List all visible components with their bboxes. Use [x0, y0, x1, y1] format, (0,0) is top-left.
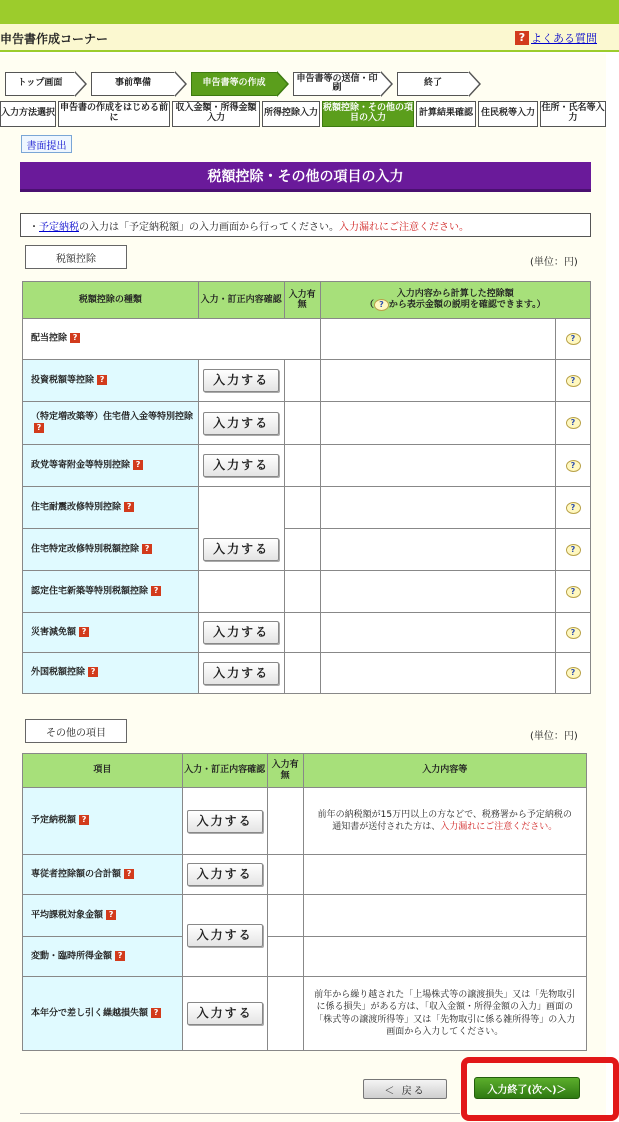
- input-cell: [198, 613, 284, 653]
- input-button[interactable]: 入力する: [187, 863, 263, 886]
- presence-cell: [284, 360, 320, 402]
- row-label-text: 予定納税額: [31, 815, 77, 826]
- input-cell: [182, 977, 267, 1051]
- step-prep: 事前準備: [91, 72, 175, 96]
- page-title: 申告書作成コーナー: [0, 32, 109, 46]
- section-title: 税額控除・その他の項目の入力: [20, 162, 591, 192]
- substep-method: 入力方法選択: [0, 101, 56, 127]
- help-icon[interactable]: ?: [566, 417, 581, 429]
- row-label: [23, 855, 183, 895]
- substep-income: 収入金額・所得金額入力: [172, 101, 260, 127]
- input-button[interactable]: 入力する: [203, 369, 279, 392]
- row-label: [23, 487, 199, 529]
- amount-cell: [320, 571, 555, 613]
- row-label-text: 配当控除: [31, 333, 68, 344]
- content-cell: [303, 895, 586, 937]
- help-cell: [556, 613, 591, 653]
- row-label-text: 住宅耐震改修特別控除: [31, 502, 122, 513]
- presence-cell: [284, 613, 320, 653]
- input-cell: [198, 653, 284, 694]
- table-row: [23, 653, 591, 694]
- substep-deduction: 所得控除入力: [262, 101, 320, 127]
- faq-link[interactable]: [515, 30, 597, 46]
- row-label-text: 投資税額等控除: [31, 375, 95, 386]
- substep-before: 申告書の作成をはじめる前に: [58, 101, 170, 127]
- other-items-unit: (単位：円): [530, 731, 578, 742]
- input-cell: [182, 895, 267, 977]
- row-label-text: 専従者控除額の合計額: [31, 869, 122, 880]
- other-items-label: その他の項目: [25, 719, 127, 743]
- content-cell: [303, 937, 586, 977]
- row-label-text: 認定住宅新築等特別税額控除: [31, 586, 149, 597]
- info-icon[interactable]: ?: [124, 869, 134, 879]
- step-arrow: [469, 71, 481, 97]
- step-top: トップ画面: [5, 72, 75, 96]
- input-cell: [198, 402, 284, 445]
- row-label-text: 変動・臨時所得金額: [31, 951, 113, 962]
- amount-cell: [320, 653, 555, 694]
- help-icon: ?: [374, 299, 389, 311]
- content-cell: [303, 788, 586, 855]
- table-row: [23, 788, 587, 855]
- presence-cell: [267, 788, 303, 855]
- col-header-presence: 入力有無: [284, 282, 320, 319]
- notice-text: の入力は「予定納税額」の入力画面から行ってください。: [79, 221, 339, 233]
- input-cell: [182, 788, 267, 855]
- info-icon[interactable]: ?: [97, 375, 107, 385]
- back-button[interactable]: ＜ 戻る: [363, 1079, 447, 1099]
- table-row: [23, 529, 591, 571]
- help-cell: [556, 571, 591, 613]
- help-icon[interactable]: ?: [566, 667, 581, 679]
- info-icon[interactable]: ?: [70, 333, 80, 343]
- presence-cell: [284, 653, 320, 694]
- amount-cell: [320, 360, 555, 402]
- help-icon[interactable]: ?: [566, 627, 581, 639]
- help-cell: [556, 653, 591, 694]
- help-icon[interactable]: ?: [566, 460, 581, 472]
- info-icon[interactable]: ?: [34, 423, 44, 433]
- input-button[interactable]: 入力する: [203, 538, 279, 561]
- info-icon[interactable]: ?: [151, 1008, 161, 1018]
- input-button[interactable]: 入力する: [203, 412, 279, 435]
- presence-cell: [284, 487, 320, 529]
- content-cell: [303, 855, 586, 895]
- notice-link[interactable]: 予定納税: [39, 221, 79, 233]
- step-arrow: [75, 71, 87, 97]
- row-label: [23, 319, 321, 360]
- help-cell: [556, 402, 591, 445]
- col-header-confirm: 入力・訂正内容確認: [198, 282, 284, 319]
- table-row: [23, 319, 591, 360]
- row-label: [23, 977, 183, 1051]
- divider: [20, 1113, 460, 1114]
- info-icon[interactable]: ?: [142, 544, 152, 554]
- row-label-text: 災害減免額: [31, 627, 77, 638]
- row-label-text: （特定増改築等）住宅借入金等特別控除: [31, 411, 194, 422]
- info-icon[interactable]: ?: [79, 627, 89, 637]
- table-row: [23, 571, 591, 613]
- notice-warning: 入力漏れにご注意ください。: [339, 221, 469, 233]
- header-paren: （: [364, 300, 374, 311]
- col-header-presence: 入力有無: [267, 754, 303, 788]
- step-arrow: [381, 71, 393, 97]
- presence-cell: [267, 895, 303, 937]
- help-icon[interactable]: ?: [566, 502, 581, 514]
- help-cell: [556, 445, 591, 487]
- row-label: [23, 571, 199, 613]
- help-icon[interactable]: ?: [566, 586, 581, 598]
- substep-tax-credit: 税額控除・その他の項目の入力: [322, 101, 414, 127]
- row-label: [23, 895, 183, 937]
- row-label: [23, 613, 199, 653]
- info-icon[interactable]: ?: [88, 667, 98, 677]
- table-row: [23, 937, 587, 977]
- substep-resident-tax: 住民税等入力: [478, 101, 538, 127]
- table-row: [23, 855, 587, 895]
- info-icon[interactable]: ?: [106, 910, 116, 920]
- presence-cell: [267, 977, 303, 1051]
- row-label: [23, 445, 199, 487]
- input-cell: [182, 855, 267, 895]
- notice-box: [20, 213, 591, 237]
- help-icon[interactable]: ?: [566, 375, 581, 387]
- info-icon[interactable]: ?: [133, 460, 143, 470]
- help-cell: [556, 319, 591, 360]
- info-icon[interactable]: ?: [115, 951, 125, 961]
- title-bar: [0, 24, 619, 52]
- presence-cell: [267, 855, 303, 895]
- tax-credit-unit: (単位：円): [530, 257, 578, 268]
- row-label-text: 政党等寄附金等特別控除: [31, 460, 131, 471]
- info-icon[interactable]: ?: [151, 586, 161, 596]
- col-header-confirm: 入力・訂正内容確認: [182, 754, 267, 788]
- table-row: [23, 360, 591, 402]
- paper-submit-link[interactable]: 書面提出: [21, 135, 72, 153]
- help-cell: [556, 529, 591, 571]
- input-cell: [198, 360, 284, 402]
- table-row: [23, 402, 591, 445]
- tax-credit-table: [22, 281, 591, 694]
- amount-cell: [320, 319, 555, 360]
- input-button[interactable]: 入力する: [203, 662, 279, 685]
- table-row: [23, 613, 591, 653]
- row-label: [23, 529, 199, 571]
- input-cell: [198, 445, 284, 487]
- row-label-text: 本年分で差し引く繰越損失額: [31, 1008, 149, 1019]
- presence-cell: [284, 402, 320, 445]
- help-icon[interactable]: ?: [566, 544, 581, 556]
- table-row: [23, 977, 587, 1051]
- info-icon[interactable]: ?: [79, 815, 89, 825]
- presence-cell: [284, 529, 320, 571]
- presence-cell: [267, 937, 303, 977]
- amount-cell: [320, 402, 555, 445]
- row-label-text: 住宅特定改修特別税額控除: [31, 544, 140, 555]
- step-send-print: 申告書等の送信・印刷: [293, 72, 381, 96]
- step-create: 申告書等の作成: [191, 72, 277, 96]
- substep-address: 住所・氏名等入力: [540, 101, 606, 127]
- col-header-type: 税額控除の種類: [23, 282, 199, 319]
- input-button[interactable]: 入力する: [203, 454, 279, 477]
- amount-cell: [320, 487, 555, 529]
- content-warning: 入力漏れにご注意ください。: [440, 822, 558, 832]
- col-header-content: 入力内容等: [303, 754, 586, 788]
- step-end: 終了: [397, 72, 469, 96]
- table-row: [23, 487, 591, 529]
- input-button[interactable]: 入力する: [203, 621, 279, 644]
- presence-cell: [284, 571, 320, 613]
- step-arrow: [277, 71, 289, 97]
- substep-result: 計算結果確認: [416, 101, 476, 127]
- content-text: 前年から繰り越された「上場株式等の譲渡損失」又は「先物取引に係る損失」がある方は、「収入金額・所得金額の入力」画面の「株式等の譲渡所得等」又は「先物取引に係る雑所得等」の入力画面から入力してください。: [314, 990, 576, 1037]
- row-label: [23, 402, 199, 445]
- help-cell: [556, 487, 591, 529]
- amount-cell: [320, 529, 555, 571]
- row-label-text: 平均課税対象金額: [31, 910, 104, 921]
- faq-label[interactable]: よくある質問: [531, 32, 597, 45]
- row-label-text: 外国税額控除: [31, 667, 86, 678]
- finish-next-button[interactable]: 入力終了(次へ)＞: [474, 1077, 580, 1099]
- question-icon: ?: [515, 31, 529, 45]
- row-label: [23, 788, 183, 855]
- notice-bullet: ・: [29, 221, 39, 233]
- info-icon[interactable]: ?: [124, 502, 134, 512]
- row-label: [23, 937, 183, 977]
- col-header-amount-note: [321, 299, 590, 311]
- help-icon[interactable]: ?: [566, 333, 581, 345]
- presence-cell: [284, 445, 320, 487]
- step-arrow: [175, 71, 187, 97]
- input-cell: [198, 571, 284, 613]
- col-header-amount-title: 入力内容から計算した控除額: [396, 288, 514, 299]
- tax-credit-label: 税額控除: [25, 245, 127, 269]
- table-row: [23, 445, 591, 487]
- content-cell: [303, 977, 586, 1051]
- top-green-bar: [0, 0, 619, 24]
- row-label: [23, 360, 199, 402]
- table-row: [23, 895, 587, 937]
- other-items-table: [22, 753, 587, 1051]
- input-button[interactable]: 入力する: [187, 1002, 263, 1025]
- amount-cell: [320, 445, 555, 487]
- help-cell: [556, 360, 591, 402]
- col-header-item: 項目: [23, 754, 183, 788]
- input-cell: [198, 487, 284, 571]
- col-header-amount-note-text: から表示金額の説明を確認できます。）: [388, 300, 546, 311]
- amount-cell: [320, 613, 555, 653]
- input-button[interactable]: 入力する: [187, 924, 263, 947]
- content-text: 前年の納税額が15万円以上の方などで、税務署から予定納税の通知書が送付された方は、: [317, 809, 572, 832]
- input-button[interactable]: 入力する: [187, 810, 263, 833]
- row-label: [23, 653, 199, 694]
- col-header-amount: [320, 282, 590, 319]
